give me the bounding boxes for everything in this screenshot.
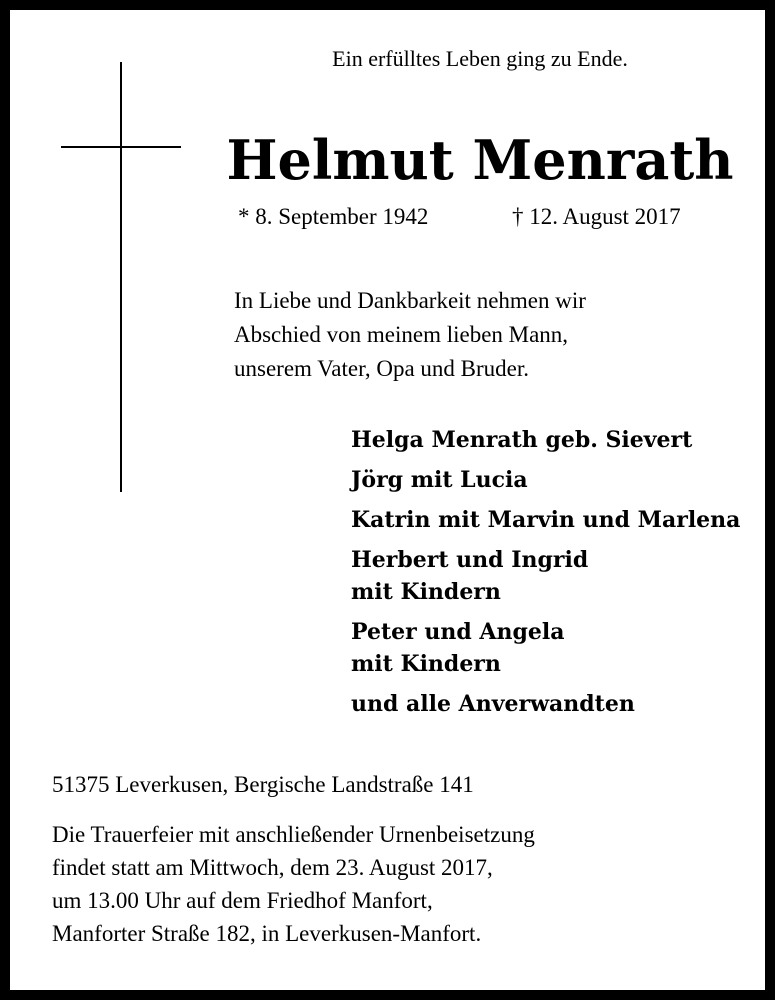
intro-line: Ein erfülltes Leben ging zu Ende. xyxy=(332,46,628,71)
address-line: 51375 Leverkusen, Bergische Landstraße 141 xyxy=(52,772,474,797)
family-member: Jörg mit Lucia xyxy=(351,467,528,493)
family-group xyxy=(351,424,740,456)
family-member: Herbert und Ingrid xyxy=(351,547,589,573)
family-group xyxy=(351,544,740,608)
message-line: Abschied von meinem lieben Mann, xyxy=(234,322,569,347)
family-member-note: mit Kindern xyxy=(351,579,501,605)
service-info xyxy=(52,818,535,950)
family-group xyxy=(351,464,740,496)
service-line: Die Trauerfeier mit anschließender Urnenbeisetzung xyxy=(52,822,535,847)
message-block xyxy=(234,284,586,386)
service-line: findet statt am Mittwoch, dem 23. August 2017, xyxy=(52,855,493,880)
message-line: unserem Vater, Opa und Bruder. xyxy=(234,356,530,381)
family-member: Peter und Angela xyxy=(351,619,565,645)
service-line: Manforter Straße 182, in Leverkusen-Manfort. xyxy=(52,921,482,946)
death-date: † 12. August 2017 xyxy=(512,204,681,229)
family-group xyxy=(351,688,740,720)
family-member-note: mit Kindern xyxy=(351,651,501,677)
family-member: und alle Anverwandten xyxy=(351,691,635,717)
family-member: Helga Menrath geb. Sievert xyxy=(351,427,693,453)
service-line: um 13.00 Uhr auf dem Friedhof Manfort, xyxy=(52,888,433,913)
family-group xyxy=(351,504,740,536)
deceased-name: Helmut Menrath xyxy=(226,128,734,192)
cross-icon-vertical xyxy=(120,62,122,492)
family-member: Katrin mit Marvin und Marlena xyxy=(351,507,741,533)
birth-date: * 8. September 1942 xyxy=(238,204,429,229)
cross-icon-horizontal xyxy=(61,146,181,148)
family-group xyxy=(351,616,740,680)
message-line: In Liebe und Dankbarkeit nehmen wir xyxy=(234,288,586,313)
family-list xyxy=(351,424,740,728)
